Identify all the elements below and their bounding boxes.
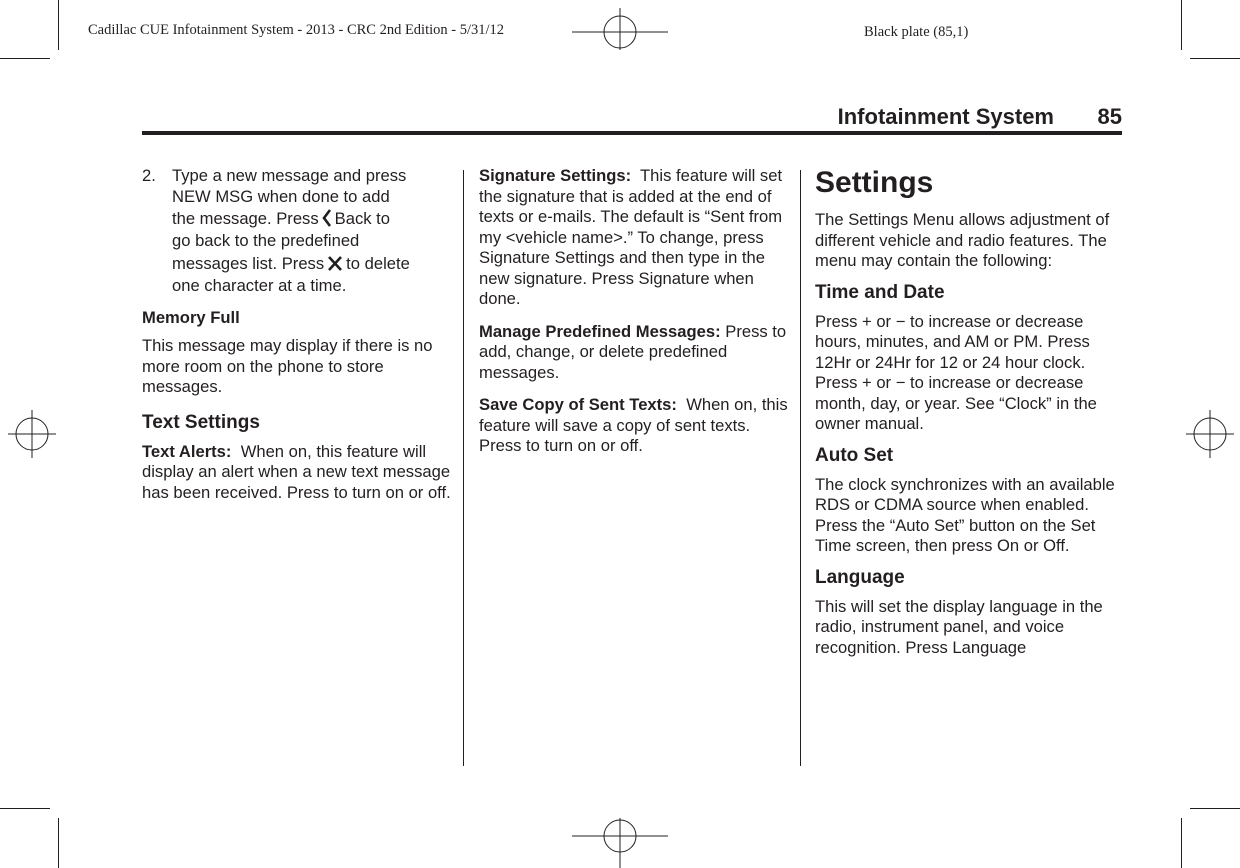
delete-x-icon xyxy=(327,255,343,272)
language-heading: Language xyxy=(815,566,905,588)
step-2 xyxy=(142,166,452,296)
step-number: 2. xyxy=(142,166,156,185)
manage-predefined-label: Manage Predefined Messages: xyxy=(479,321,721,341)
registration-mark-right xyxy=(1186,410,1234,458)
header-rule xyxy=(142,131,1122,135)
column-2 xyxy=(479,166,789,467)
registration-mark-left xyxy=(8,410,56,458)
back-chevron-icon xyxy=(322,209,332,227)
column-divider-1 xyxy=(463,170,464,766)
step-line: messages list. Press to delete xyxy=(172,253,410,273)
memory-full-heading: Memory Full xyxy=(142,308,240,327)
save-copy-label: Save Copy of Sent Texts: xyxy=(479,395,677,414)
time-date-heading: Time and Date xyxy=(815,281,945,303)
settings-heading: Settings xyxy=(815,166,934,199)
signature-settings-text: This feature will set the signature that is added at the end of texts or e-mails. The default is “Sent from my <vehicle name>.” To change, press Signature Settings and then type in the new signature. Press Signature when done. xyxy=(479,166,783,308)
crop-mark-top-left-vertical xyxy=(58,0,59,50)
settings-intro: The Settings Menu allows adjustment of different vehicle and radio features. The menu may contain the following: xyxy=(815,210,1110,270)
manage-predefined-text: Press to add, change, or delete predefined messages. xyxy=(479,321,787,382)
text-alerts-text: When on, this feature will display an alert when a new text message has been received. Press to turn on or off. xyxy=(142,441,451,502)
save-copy-text: When on, this feature will save a copy of sent texts. Press to turn on or off. xyxy=(479,395,788,455)
crop-mark-bottom-right-horizontal xyxy=(1190,808,1240,809)
column-3 xyxy=(815,166,1125,668)
step-line: Type a new message and press xyxy=(172,166,407,185)
manage-predefined-paragraph xyxy=(479,322,789,384)
crop-mark-bottom-left-vertical xyxy=(58,818,59,868)
step-line: go back to the predefined xyxy=(172,231,360,250)
time-date-text: Press + or − to increase or decrease hours, minutes, and AM or PM. Press 12Hr or 24Hr for 12 or 24 hour clock. Press + or − to increase or decrease month, day, or year. See “Clock” in the owner manual. xyxy=(815,311,1097,433)
crop-mark-top-right-vertical xyxy=(1181,0,1182,50)
auto-set-heading: Auto Set xyxy=(815,444,894,466)
memory-full-text: This message may display if there is no more room on the phone to store messages. xyxy=(142,336,433,396)
registration-mark-top xyxy=(572,8,668,50)
language-text: This will set the display language in the radio, instrument panel, and voice recognition. Press Language xyxy=(815,596,1103,657)
crop-mark-bottom-left-horizontal xyxy=(0,808,50,809)
step-line: NEW MSG when done to add xyxy=(172,186,390,206)
crop-mark-top-left-horizontal xyxy=(0,58,50,59)
column-1 xyxy=(142,166,452,513)
text-settings-heading: Text Settings xyxy=(142,411,260,433)
registration-mark-bottom xyxy=(572,818,668,868)
signature-settings-label: Signature Settings: xyxy=(479,166,632,185)
text-alerts-label: Text Alerts: xyxy=(142,441,232,461)
step-line: the message. Press Back to xyxy=(172,209,390,228)
save-copy-paragraph xyxy=(479,395,789,457)
crop-mark-top-right-horizontal xyxy=(1190,58,1240,59)
page-number: 85 xyxy=(1097,104,1122,129)
auto-set-text: The clock synchronizes with an available RDS or CDMA source when enabled. Press the “Auto Set” button on the Set Time screen, then press On or Off. xyxy=(815,474,1115,555)
signature-settings-paragraph xyxy=(479,166,789,310)
running-header-title: Infotainment System xyxy=(837,104,1054,129)
text-alerts-paragraph xyxy=(142,442,452,504)
slug-document-info: Cadillac CUE Infotainment System - 2013 - CRC 2nd Edition - 5/31/12 xyxy=(88,22,505,38)
crop-mark-bottom-right-vertical xyxy=(1181,818,1182,868)
step-line: one character at a time. xyxy=(172,275,347,295)
column-divider-2 xyxy=(800,170,801,766)
slug-plate-info: Black plate (85,1) xyxy=(864,24,969,40)
step-text xyxy=(172,166,452,296)
